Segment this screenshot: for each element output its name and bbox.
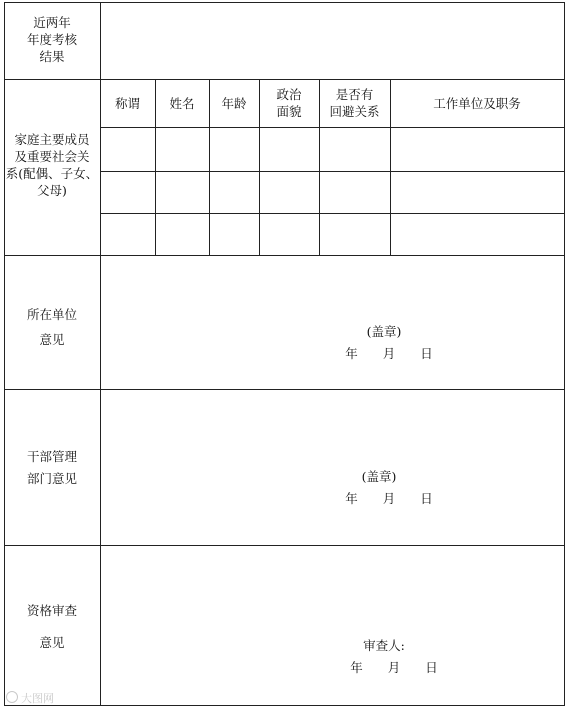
header-workplace-position: 工作单位及职务 bbox=[433, 96, 521, 111]
qualification-review-field[interactable] bbox=[101, 546, 564, 705]
header-relation: 称谓 bbox=[114, 96, 140, 111]
name-cell[interactable] bbox=[156, 172, 209, 213]
table-border bbox=[4, 705, 565, 706]
family-members-label bbox=[4, 131, 100, 199]
cadre-seal: (盖章) bbox=[361, 469, 397, 484]
qual-label-line: 资格审查 bbox=[26, 603, 77, 618]
avoidance-cell[interactable] bbox=[320, 172, 390, 213]
cadre-label-line: 部门意见 bbox=[26, 471, 77, 486]
watermark-text: 大图网 bbox=[21, 692, 54, 705]
review-date: 年 月 日 bbox=[350, 660, 438, 675]
relation-cell[interactable] bbox=[101, 214, 155, 255]
exam-label-line: 结果 bbox=[39, 49, 65, 64]
political-status-cell[interactable] bbox=[260, 128, 319, 171]
political-status-cell[interactable] bbox=[260, 172, 319, 213]
family-label-line: 系(配偶、子女、 bbox=[5, 166, 99, 181]
relation-cell[interactable] bbox=[101, 128, 155, 171]
header-political-status: 政治 面貌 bbox=[276, 87, 302, 119]
family-row bbox=[101, 128, 564, 171]
workplace-cell[interactable] bbox=[391, 128, 564, 171]
row-divider bbox=[4, 79, 565, 80]
unit-seal: (盖章) bbox=[366, 324, 402, 339]
family-row bbox=[101, 214, 564, 255]
watermark bbox=[6, 690, 54, 706]
cadre-label-line: 干部管理 bbox=[26, 449, 77, 464]
unit-opinion-field[interactable] bbox=[101, 256, 564, 389]
exam-label-line: 近两年 bbox=[33, 15, 71, 30]
registration-form-table bbox=[4, 2, 565, 706]
age-cell[interactable] bbox=[210, 214, 259, 255]
header-avoidance: 是否有 回避关系 bbox=[329, 87, 380, 119]
reviewer-label: 审查人: bbox=[363, 638, 405, 653]
unit-date: 年 月 日 bbox=[345, 346, 433, 361]
avoidance-cell[interactable] bbox=[320, 214, 390, 255]
cadre-opinion-label bbox=[4, 446, 100, 490]
age-cell[interactable] bbox=[210, 172, 259, 213]
relation-cell[interactable] bbox=[101, 172, 155, 213]
header-age: 年龄 bbox=[221, 96, 247, 111]
unit-opinion-label bbox=[4, 302, 100, 352]
family-label-line: 家庭主要成员 bbox=[14, 132, 90, 147]
qualification-review-label bbox=[4, 595, 100, 659]
family-row bbox=[101, 172, 564, 213]
age-cell[interactable] bbox=[210, 128, 259, 171]
political-status-cell[interactable] bbox=[260, 214, 319, 255]
avoidance-cell[interactable] bbox=[320, 128, 390, 171]
unit-label-line: 意见 bbox=[39, 332, 65, 347]
family-label-line: 父母) bbox=[37, 183, 67, 198]
exam-result-field[interactable] bbox=[101, 3, 564, 79]
exam-label-line: 年度考核 bbox=[26, 32, 77, 47]
table-border bbox=[564, 2, 565, 706]
name-cell[interactable] bbox=[156, 128, 209, 171]
workplace-cell[interactable] bbox=[391, 214, 564, 255]
watermark-logo-icon bbox=[6, 691, 18, 703]
name-cell[interactable] bbox=[156, 214, 209, 255]
qual-label-line: 意见 bbox=[39, 635, 65, 650]
exam-result-label bbox=[4, 14, 100, 65]
family-label-line: 及重要社会关 bbox=[14, 149, 90, 164]
workplace-cell[interactable] bbox=[391, 172, 564, 213]
cadre-date: 年 月 日 bbox=[345, 491, 433, 506]
header-name: 姓名 bbox=[169, 96, 195, 111]
unit-label-line: 所在单位 bbox=[26, 307, 77, 322]
